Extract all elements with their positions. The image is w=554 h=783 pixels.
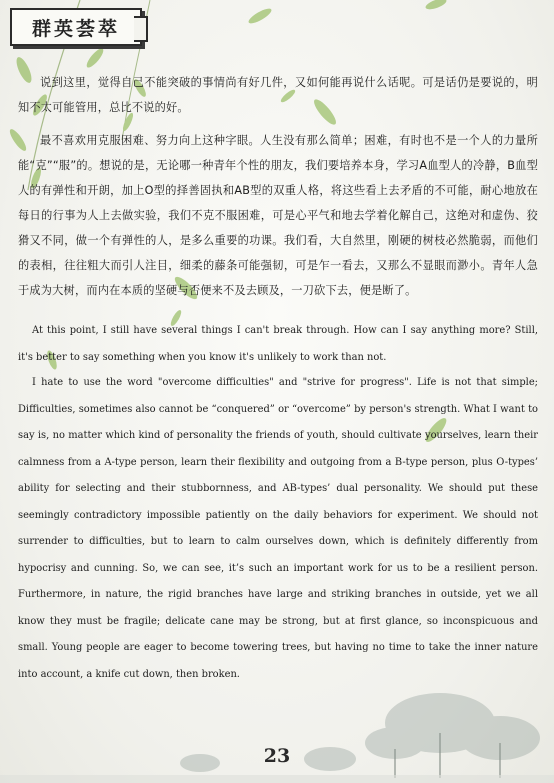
english-paragraph-1: At this point, I still have several things I can't break through. How can I say anything more? Still, it's better to say something when you know it's unlikely to work than not. (18, 325, 538, 363)
chinese-paragraph-2: 最不喜欢用克服困难、努力向上这种字眼。人生没有那么简单；困难，有时也不是一个人的力量所能“克”“服”的。想说的是，无论哪一种青年个性的朋友，我们要培养本身，学习A血型人的冷静，B血型人的有弹性和开朗，加上O型的择善固执和AB型的双重人格，将这些看上去矛盾的不可能，耐心地放在每日的行事为人上去做实验，我们不克不服困难，可是心平气和地去学着化解自己，这绝对和虚伪、狡猾又不同，做一个有弹性的人，是多么重要的功课。我们看，大自然里，刚硬的树枝必然脆弱，而他们的表相，往往粗大而引人注目，细柔的藤条可能强韧，可是乍一看去，又那么不显眼而渺小。青年人急于成为大树，而内在本质的坚硬与否便来不及去顾及，一刀砍下去，便是断了。 (18, 134, 538, 297)
english-paragraph-2: I hate to use the word "overcome difficulties" and "strive for progress". Life is not that simple; Difficulties, sometimes also cannot be “conquered” or “overcome” by person's strength. What I want to say is, no matter which kind of personality the friends of youth, should cultivate yourselves, learn their calmness from a A-type person, learn their flexibility and outgoing from a B-type person, plus O-types’ ability for selecting and their stubbornness, and AB-types’ dual personality. We should put these seemingly contradictory impossible patiently on the daily behaviors for experiment. We should not surrender to difficulties, but to learn to calm ourselves down, which is definitely differently from hypocrisy and cunning. So, we can see, it’s such an important work for us to be a resilient person. Furthermore, in nature, the rigid branches have large and striking branches in outside, yet we all know they must be fragile; delicate cane may be strong, but at first glance, so inconspicuous and small. Young people are eager to become towering trees, but having no time to take the inner nature into account, a knife cut down, then broken. (18, 377, 538, 680)
section-title: 群英荟萃 (31, 17, 120, 40)
page-number: 23 (263, 745, 291, 767)
section-title-badge (10, 8, 142, 46)
chinese-paragraph-1: 说到这里，觉得自己不能突破的事情尚有好几件，又如何能再说什么话呢。可是话仍是要说的，明知不太可能管用，总比不说的好。 (18, 76, 538, 114)
